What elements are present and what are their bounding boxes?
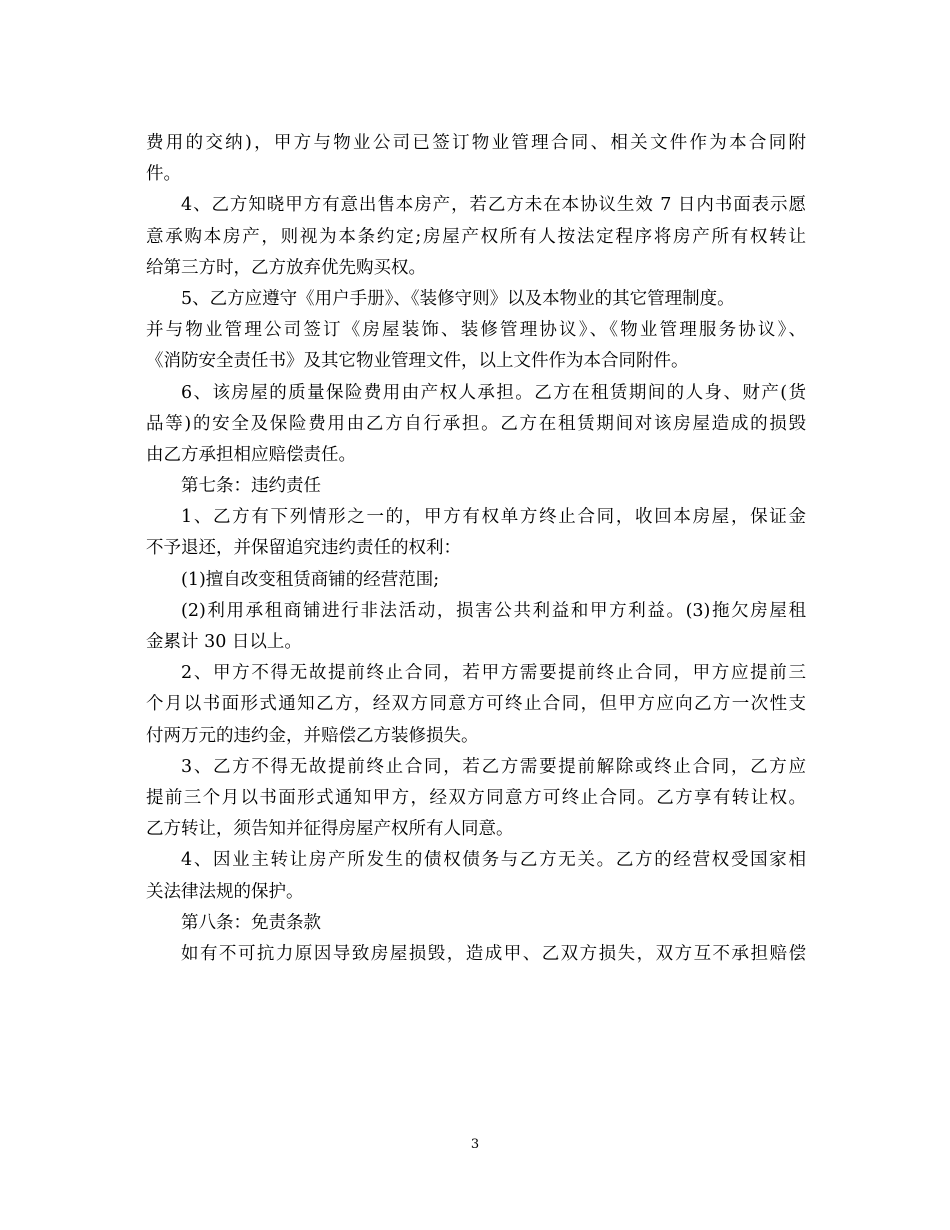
text-line: 乙方转让，须告知并征得房屋产权所有人同意。 <box>146 819 514 840</box>
text-line: 关法律法规的保护。 <box>146 881 304 902</box>
section-heading: 第八条：免责条款 <box>181 912 321 933</box>
text-line: 费用的交纳)，甲方与物业公司已签订物业管理合同、相关文件作为本合同附 <box>146 133 806 153</box>
text-line: 6、该房屋的质量保险费用由产权人承担。乙方在租赁期间的人身、财产(货 <box>181 382 806 403</box>
text-line: 品等)的安全及保险费用由乙方自行承担。乙方在租赁期间对该房屋造成的损毁 <box>146 413 806 434</box>
text-line: 1、乙方有下列情形之一的，甲方有权单方终止合同，收回本房屋，保证金 <box>181 507 806 528</box>
text-line: 2、甲方不得无故提前终止合同，若甲方需要提前终止合同，甲方应提前三 <box>181 663 806 684</box>
text-line: (2)利用承租商铺进行非法活动，损害公共利益和甲方利益。(3)拖欠房屋租 <box>181 600 806 621</box>
text-line: 如有不可抗力原因导致房屋损毁，造成甲、乙双方损失，双方互不承担赔偿 <box>181 943 806 964</box>
text-line: 3、乙方不得无故提前终止合同，若乙方需要提前解除或终止合同，乙方应 <box>181 756 806 777</box>
text-line: 4、乙方知晓甲方有意出售本房产，若乙方未在本协议生效 7 日内书面表示愿 <box>181 195 806 216</box>
text-line: (1)擅自改变租赁商铺的经营范围; <box>181 569 440 590</box>
text-line: 个月以书面形式通知乙方，经双方同意方可终止合同，但甲方应向乙方一次性支 <box>146 694 806 715</box>
text-line: 不予退还，并保留追究违约责任的权利： <box>146 538 461 559</box>
section-heading: 第七条：违约责任 <box>181 476 321 497</box>
text-line: 由乙方承担相应赔偿责任。 <box>146 444 356 465</box>
text-line: 提前三个月以书面形式通知甲方，经双方同意方可终止合同。乙方享有转让权。 <box>146 787 806 808</box>
text-line: 付两万元的违约金，并赔偿乙方装修损失。 <box>146 725 479 746</box>
text-line: 5、乙方应遵守《用户手册》、《装修守则》以及本物业的其它管理制度。 <box>181 288 735 309</box>
document-body <box>146 128 806 970</box>
text-line: 4、因业主转让房产所发生的债权债务与乙方无关。乙方的经营权受国家相 <box>181 850 806 871</box>
text-line: 并与物业管理公司签订《房屋装饰、装修管理协议》、《物业管理服务协议》、 <box>146 320 806 341</box>
text-line: 件。 <box>146 164 181 185</box>
text-line: 金累计 30 日以上。 <box>146 632 302 652</box>
text-line: 给第三方时，乙方放弃优先购买权。 <box>146 257 426 278</box>
text-line: 《消防安全责任书》及其它物业管理文件，以上文件作为本合同附件。 <box>146 351 689 372</box>
page-number: 3 <box>470 1137 480 1152</box>
text-line: 意承购本房产，则视为本条约定;房屋产权所有人按法定程序将房产所有权转让 <box>146 226 806 247</box>
